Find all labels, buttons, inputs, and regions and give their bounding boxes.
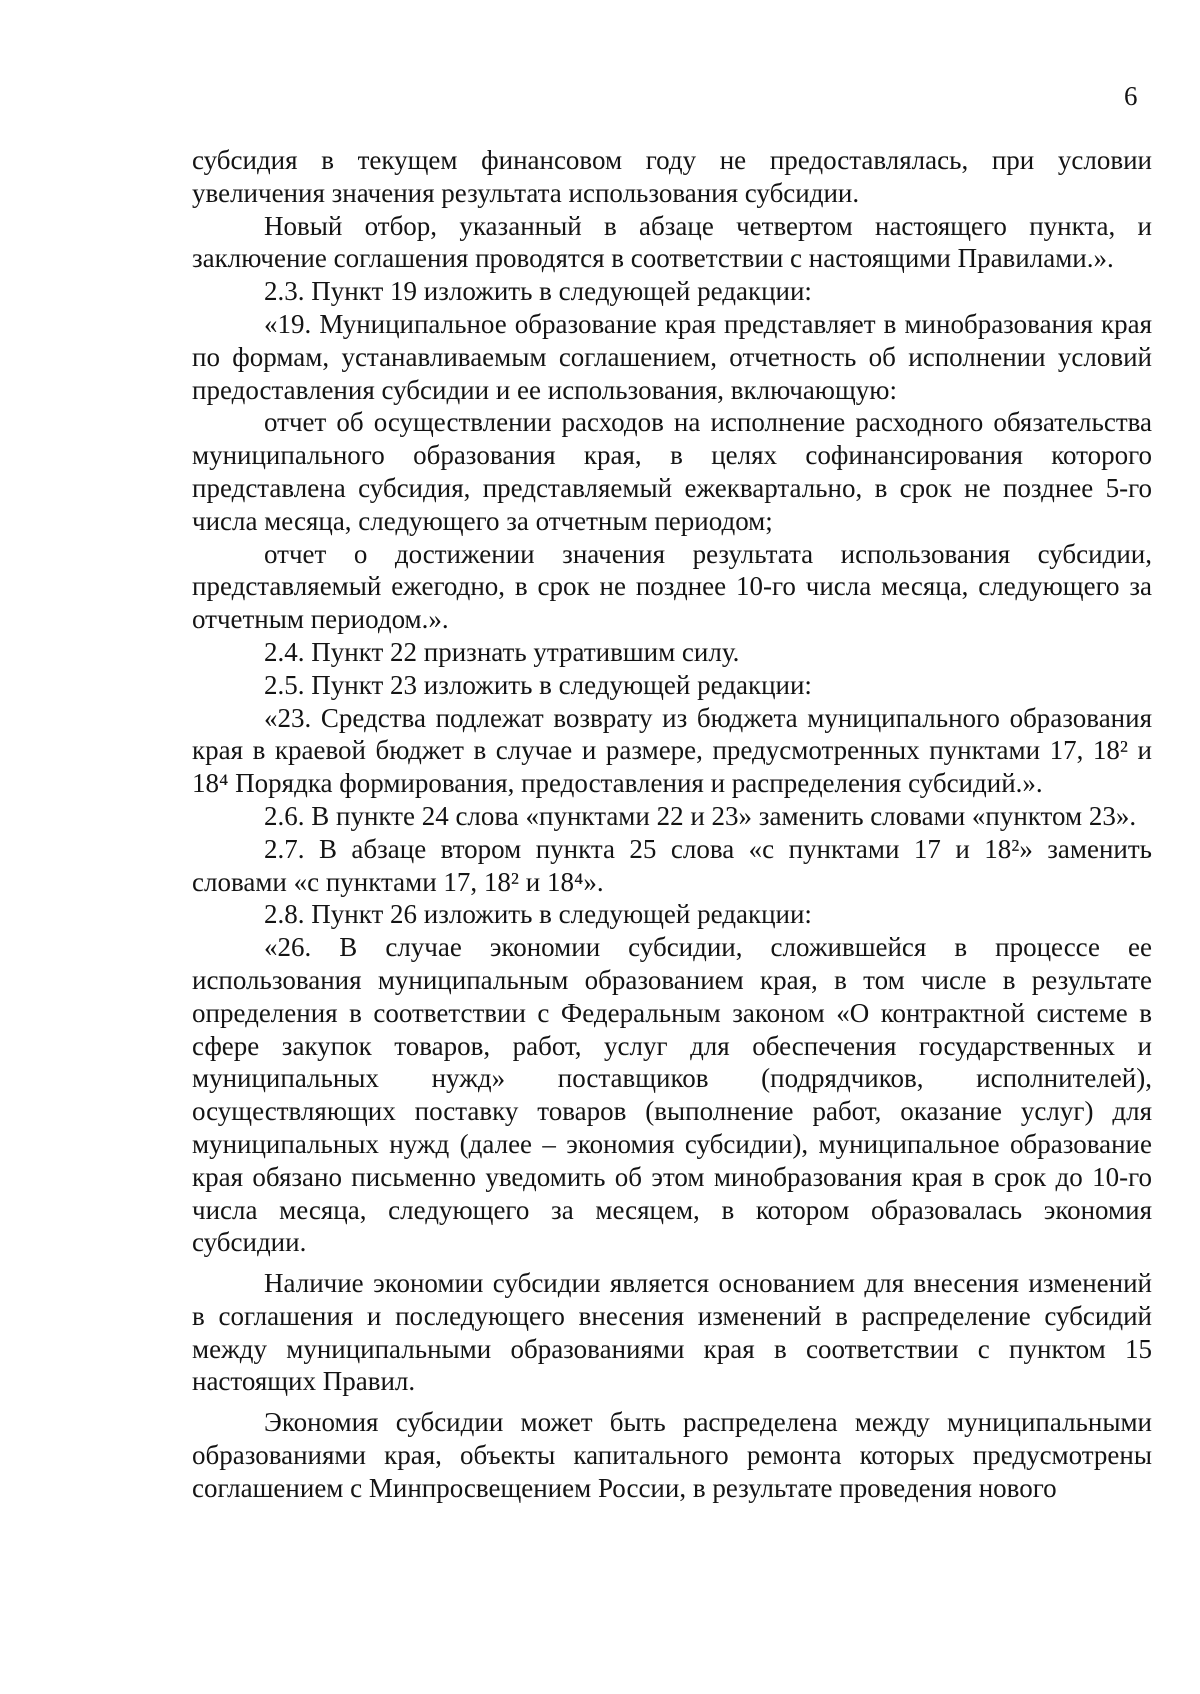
paragraph: отчет об осуществлении расходов на исполнение расходного обязательства муниципального образования края, в целях софинансирования которого представлена субсидия, представляемый ежеквартально, в срок не позднее 5-го числа месяца, следующего за отчетным периодом; [192, 407, 1152, 536]
paragraph: 2.7. В абзаце втором пункта 25 слова «с пунктами 17 и 18²» заменить словами «с пунктами 17, 18² и 18⁴». [192, 833, 1152, 897]
paragraph: «19. Муниципальное образование края представляет в минобразования края по формам, устанавливаемым соглашением, отчетность об исполнении условий предоставления субсидии и ее использования, включающую: [192, 308, 1152, 405]
paragraph: «26. В случае экономии субсидии, сложившейся в процессе ее использования муниципальным образованием края, в том числе в результате определения в соответствии с Федеральным законом «О контрактной системе в сфере закупок товаров, работ, услуг для обеспечения государственных и муниципальных нужд» поставщиков (подрядчиков, исполнителей), осуществляющих поставку товаров (выполнение работ, оказание услуг) для муниципальных нужд (далее – экономия субсидии), муниципальное образование края обязано письменно уведомить об этом минобразования края в срок до 10-го числа месяца, следующего за месяцем, в котором образовалась экономия субсидии. [192, 932, 1152, 1258]
page-number: 6 [1124, 81, 1138, 111]
paragraph: 2.3. Пункт 19 изложить в следующей редакции: [264, 276, 812, 307]
paragraph: 2.8. Пункт 26 изложить в следующей редакции: [264, 899, 812, 930]
paragraph: Наличие экономии субсидии является основанием для внесения изменений в соглашения и последующего внесения изменений в распределение субсидий между муниципальными образованиями края в соответствии с пунктом 15 настоящих Правил. [192, 1268, 1152, 1397]
paragraph: Новый отбор, указанный в абзаце четвертом настоящего пункта, и заключение соглашения проводятся в соответствии с настоящими Правилами.». [192, 210, 1152, 274]
paragraph: субсидия в текущем финансовом году не предоставлялась, при условии увеличения значения результата использования субсидии. [192, 145, 1152, 208]
paragraph: 2.5. Пункт 23 изложить в следующей редакции: [264, 669, 812, 700]
document-body [192, 144, 1152, 1505]
paragraph: 2.6. В пункте 24 слова «пунктами 22 и 23» заменить словами «пунктом 23». [264, 800, 1137, 831]
paragraph: «23. Средства подлежат возврату из бюджета муниципального образования края в краевой бюджет в случае и размере, предусмотренных пунктами 17, 18² и 18⁴ Порядка формирования, предоставления и распределения субсидий.». [192, 702, 1152, 799]
paragraph: Экономия субсидии может быть распределена между муниципальными образованиями края, объекты капитального ремонта которых предусмотрены соглашением с Минпросвещением России, в результате проведения нового [192, 1407, 1152, 1503]
paragraph: 2.4. Пункт 22 признать утратившим силу. [264, 636, 740, 667]
paragraph: отчет о достижении значения результата использования субсидии, представляемый ежегодно, в срок не позднее 10-го числа месяца, следующего за отчетным периодом.». [192, 538, 1152, 635]
